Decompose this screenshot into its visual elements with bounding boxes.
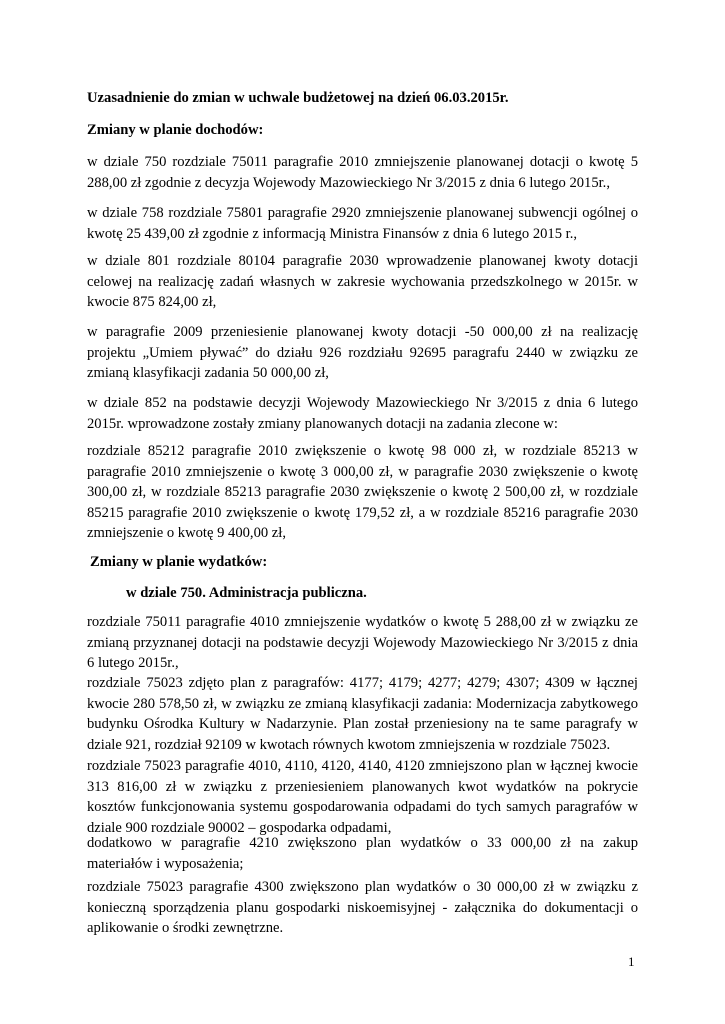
income-paragraph-5: w dziale 852 na podstawie decyzji Wojewody Mazowieckiego Nr 3/2015 z dnia 6 lutego 2015r. wprowadzone zostały zmiany planowanych dotacji na zadania zlecone w:: [87, 395, 638, 432]
income-paragraph-6: rozdziale 85212 paragrafie 2010 zwiększenie o kwotę 98 000 zł, w rozdziale 85213 w paragrafie 2010 zmniejszenie o kwotę 3 000,00 zł, w paragrafie 2030 zwiększenie o kwotę 300,00 zł, w rozdziale 85213 paragrafie 2030 zwiększenie o kwotę 2 500,00 zł, w rozdziale 85215 paragrafie 2010 zwiększenie o kwotę 179,52 zł, a w rozdziale 85216 paragrafie 2030 zmniejszenie o kwotę 9 400,00 zł,: [87, 443, 638, 541]
expense-paragraph-2: rozdziale 75023 zdjęto plan z paragrafów: 4177; 4179; 4277; 4279; 4307; 4309 w łącznej kwocie 280 578,50 zł, w związku ze zmianą klasyfikacji zadania: Modernizacja zabytkowego budynku Ośrodka Kultury w Nadarzynie. Plan został przeniesiony na te same paragrafy w dziale 921, rozdział 92109 w kwotach równych kwotom zmniejszenia w rozdziale 75023.: [87, 675, 638, 753]
income-paragraph-2: w dziale 758 rozdziale 75801 paragrafie 2920 zmniejszenie planowanej subwencji ogólnej o kwotę 25 439,00 zł zgodnie z informacją Ministra Finansów z dnia 6 lutego 2015 r.,: [87, 205, 638, 242]
income-heading: Zmiany w planie dochodów:: [87, 122, 264, 138]
income-paragraph-1: w dziale 750 rozdziale 75011 paragrafie 2010 zmniejszenie planowanej dotacji o kwotę 5 288,00 zł zgodnie z decyzja Wojewody Mazowieckiego Nr 3/2015 z dnia 6 lutego 2015r.,: [87, 154, 638, 191]
income-paragraph-4: w paragrafie 2009 przeniesienie planowanej kwoty dotacji -50 000,00 zł na realizację projektu „Umiem pływać” do działu 926 rozdziału 92695 paragrafu 2440 w związku ze zmianą klasyfikacji zadania 50 000,00 zł,: [87, 324, 638, 381]
expense-paragraph-5: rozdziale 75023 paragrafie 4300 zwiększono plan wydatków o 30 000,00 zł w związku z konieczną sporządzenia planu gospodarki niskoemisyjnej - załącznika do dokumentacji o aplikowanie o środki zewnętrzne.: [87, 879, 638, 936]
expense-paragraph-1: rozdziale 75011 paragrafie 4010 zmniejszenie wydatków o kwotę 5 288,00 zł w związku ze zmianą przyznanej dotacji na podstawie decyzji Wojewody Mazowieckiego Nr 3/2015 z dnia 6 lutego 2015r.,: [87, 614, 638, 671]
section-heading-750: w dziale 750. Administracja publiczna.: [126, 585, 367, 601]
expense-paragraph-4: dodatkowo w paragrafie 4210 zwiększono plan wydatków o 33 000,00 zł na zakup materiałów i wyposażenia;: [87, 835, 638, 872]
income-paragraph-3: w dziale 801 rozdziale 80104 paragrafie 2030 wprowadzenie planowanej kwoty dotacji celowej na realizację zadań własnych w zakresie wychowania przedszkolnego w 2015r. w kwocie 875 824,00 zł,: [87, 253, 638, 310]
expense-heading: Zmiany w planie wydatków:: [90, 554, 268, 570]
document-title: Uzasadnienie do zmian w uchwale budżetowej na dzień 06.03.2015r.: [87, 90, 509, 106]
page-number: 1: [628, 954, 635, 969]
expense-paragraph-3: rozdziale 75023 paragrafie 4010, 4110, 4120, 4140, 4120 zmniejszono plan w łącznej kwocie 313 816,00 zł w związku z przeniesieniem planowanych kwot wydatków na pokrycie kosztów funkcjonowania systemu gospodarowania odpadami do tych samych paragrafów w dziale 900 rozdziale 90002 – gospodarka odpadami,: [87, 758, 638, 836]
